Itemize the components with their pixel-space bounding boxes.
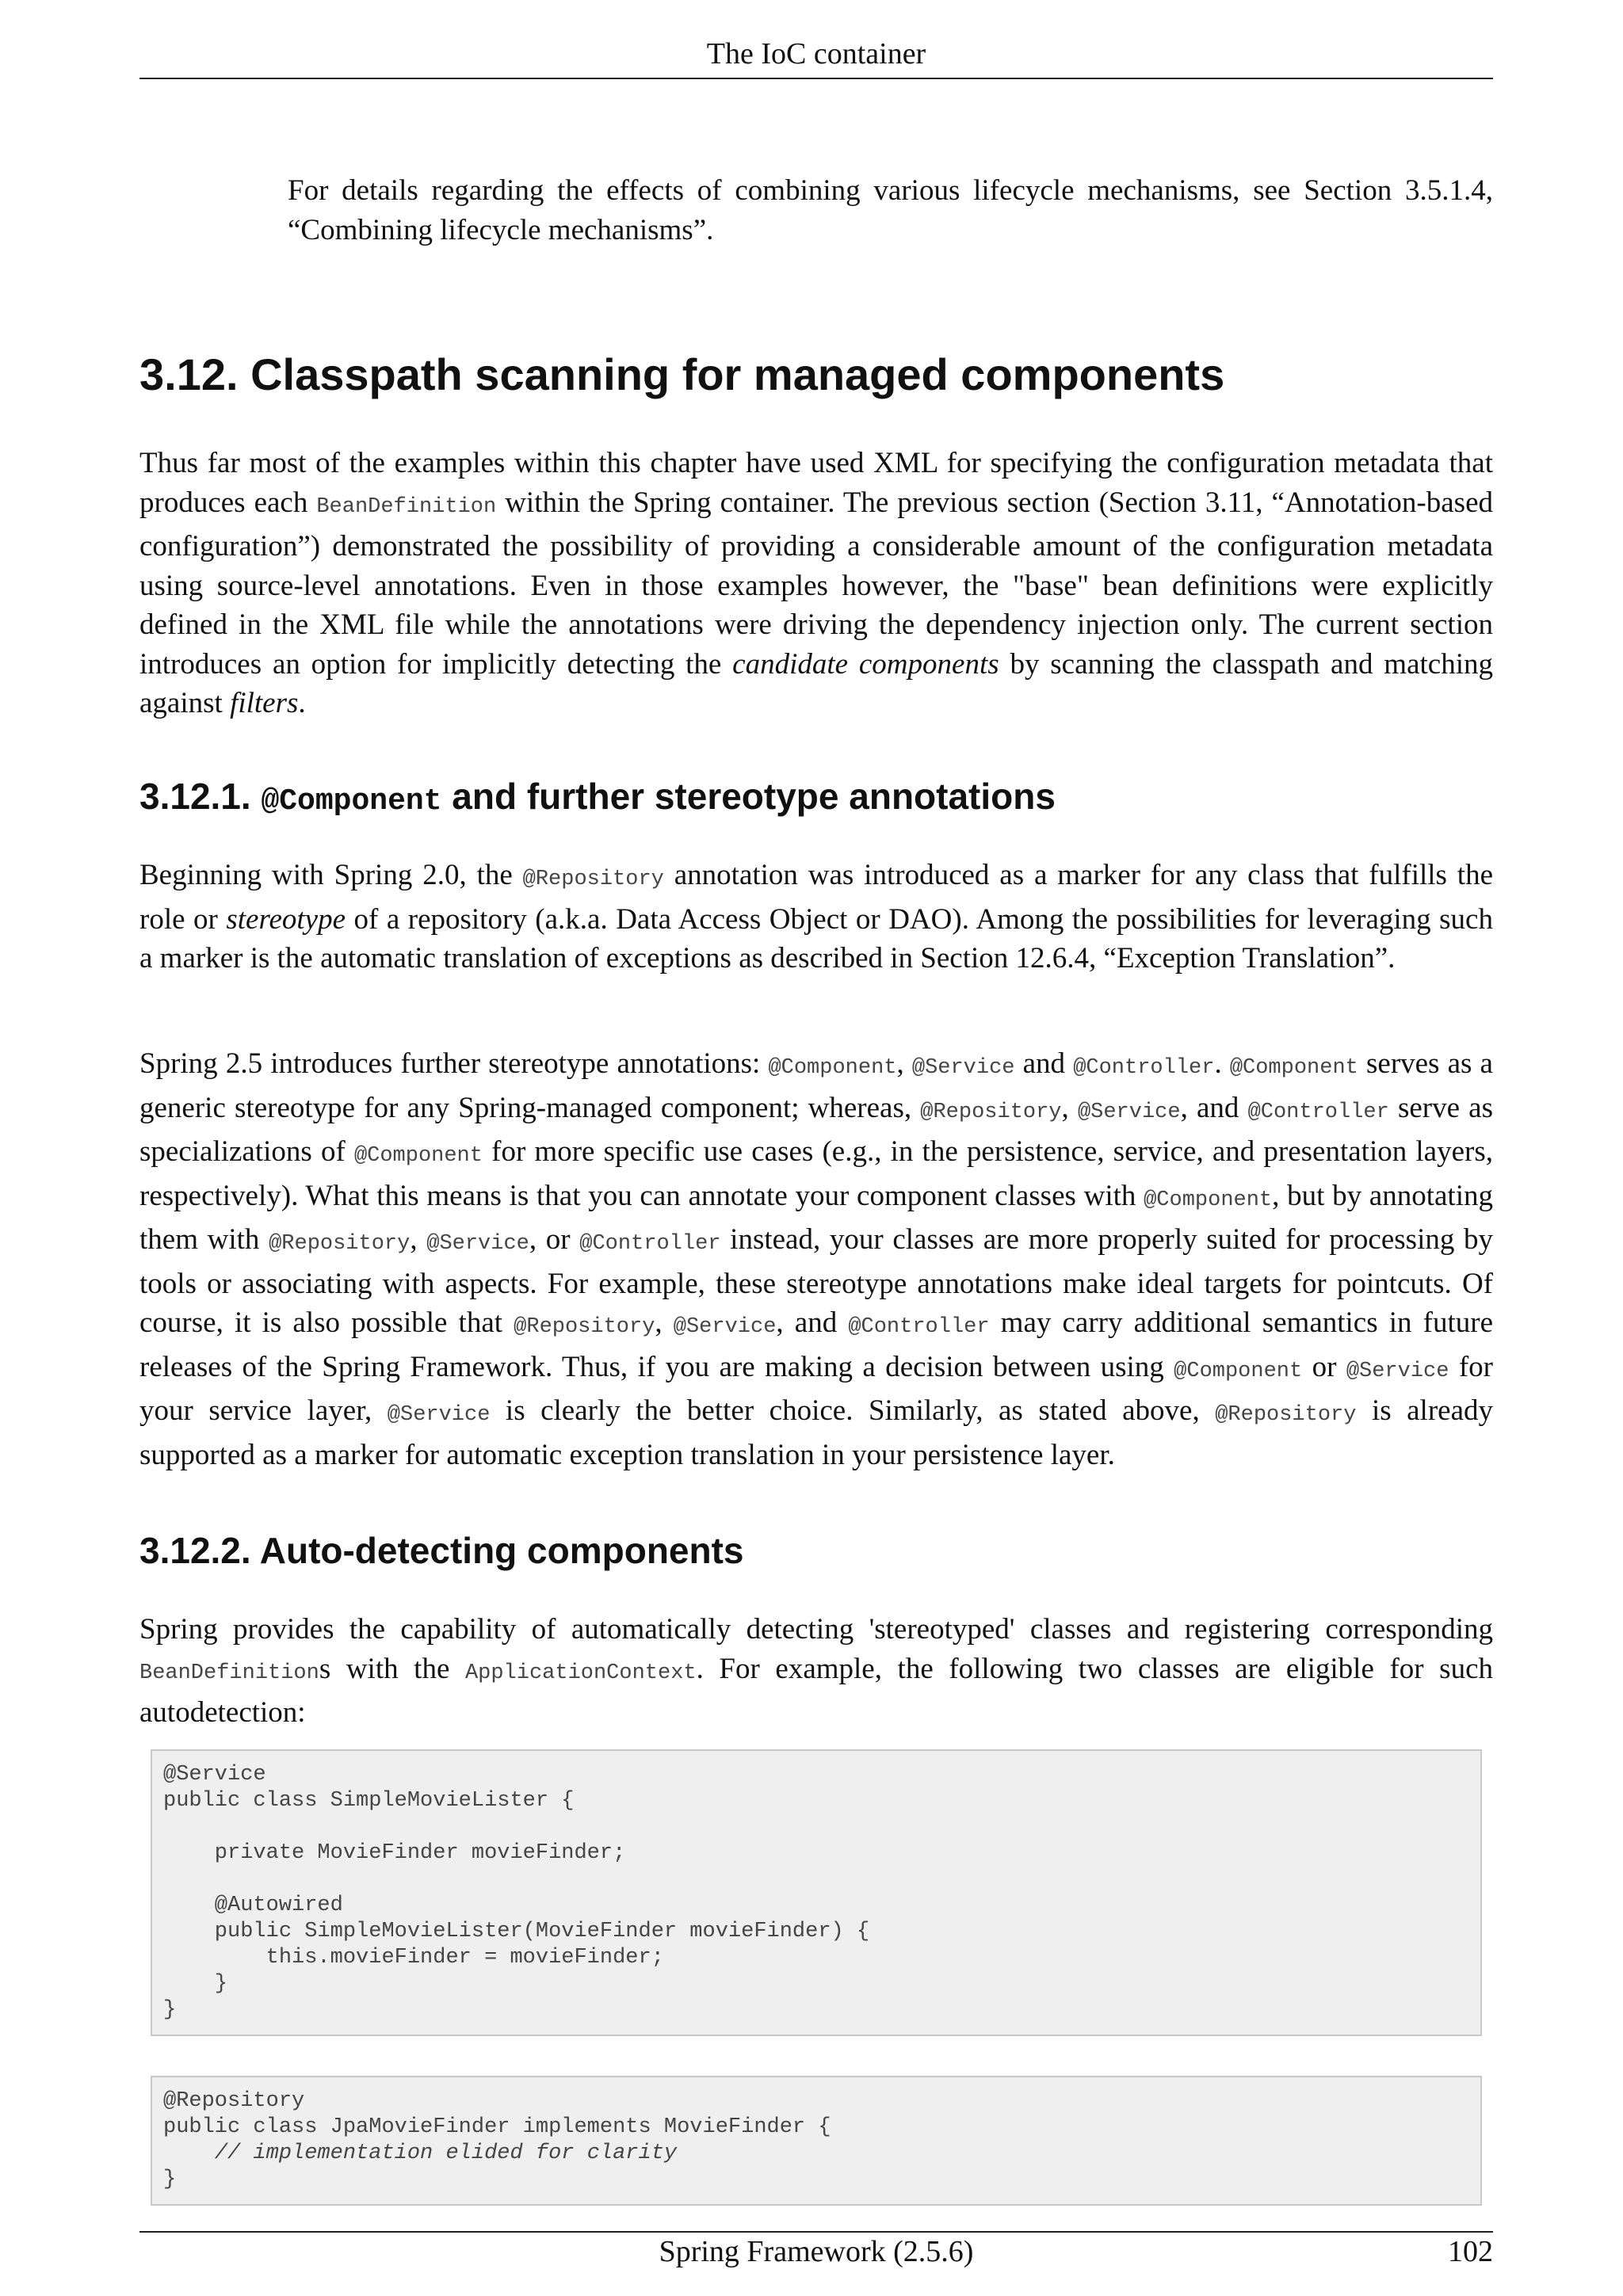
- section-intro-paragraph: Thus far most of the examples within this chapter have used XML for specifying the configuration metadata that produces each BeanDefinition within the Spring container. The previous section (Section 3.11, “Annotation-based configuration”) demonstrated the possibility of providing a considerable amount of the configuration metadata using source-level annotations. Even in those examples however, the "base" bean definitions were explicitly defined in the XML file while the annotations were driving the dependency injection only. The current section introduces an option for implicitly detecting the candidate components by scanning the classpath and matching against filters.: [139, 447, 1493, 719]
- note-paragraph: For details regarding the effects of combining various lifecycle mechanisms, see Section 3.5.1.4, “Combining lifecycle mechanisms”.: [288, 174, 1493, 246]
- emphasis: filters: [230, 687, 299, 719]
- code-listing: @Service public class SimpleMovieLister { private MovieFinder movieFinder; @Autowired public SimpleMovieLister(MovieFinder movieFinder) { this.movieFinder = movieFinder; } }: [163, 1763, 870, 2022]
- stereotype-paragraph: Spring 2.5 introduces further stereotype annotations: @Component, @Service and @Controller. @Component serves as a generic stereotype for any Spring-managed component; whereas, @Repository, @Service, and @Controller serve as specializations of @Component for more specific use cases (e.g., in the persistence, service, and presentation layers, respectively). What this means is that you can annotate your component classes with @Component, but by annotating them with @Repository, @Service, or @Controller instead, your classes are more properly suited for processing by tools or associating with aspects. For example, these stereotype annotations make ideal targets for pointcuts. Of course, it is also possible that @Repository, @Service, and @Controller may carry additional semantics in future releases of the Spring Framework. Thus, if you are making a decision between using @Component or @Service for your service layer, @Service is clearly the better choice. Similarly, as stated above, @Repository is already supported as a marker for automatic exception translation in your persistence layer.: [139, 1047, 1494, 1471]
- inline-code: @Component: [1174, 1359, 1303, 1383]
- inline-code: @Controller: [1073, 1056, 1215, 1080]
- code-block-jpa-movie-finder: [151, 2076, 1482, 2206]
- code-comment: // implementation elided for clarity: [214, 2142, 678, 2165]
- inline-code: @Controller: [1247, 1100, 1389, 1124]
- inline-code: @Service: [911, 1056, 1015, 1080]
- inline-code: @Service: [1346, 1359, 1449, 1383]
- header-rule: [139, 78, 1493, 79]
- inline-code: @Component: [353, 1144, 483, 1168]
- inline-code: ApplicationContext: [464, 1661, 697, 1685]
- inline-code: @Component: [1144, 1188, 1273, 1212]
- repository-paragraph: Beginning with Spring 2.0, the @Repository annotation was introduced as a marker for any class that fulfills the role or stereotype of a repository (a.k.a. Data Access Object or DAO). Among the possibilities for leveraging such a marker is the automatic translation of exceptions as described in Section 12.6.4, “Exception Translation”.: [139, 859, 1494, 974]
- emphasis: stereotype: [226, 902, 346, 936]
- subsection-heading-2: 3.12.2. Auto-detecting components: [139, 1530, 744, 1571]
- subsection-heading-1: 3.12.1. @Component and further stereotype annotations: [139, 776, 1056, 818]
- inline-code: @Repository: [269, 1232, 411, 1256]
- section-heading: 3.12. Classpath scanning for managed components: [139, 349, 1225, 399]
- inline-code: @Service: [426, 1232, 529, 1256]
- inline-code: @Component: [768, 1056, 897, 1080]
- inline-code: @Controller: [579, 1232, 721, 1256]
- heading-code: @Component: [261, 784, 442, 818]
- inline-code: @Service: [1077, 1100, 1181, 1124]
- inline-code: @Repository: [920, 1100, 1062, 1124]
- inline-code: @Repository: [522, 868, 664, 891]
- autodetect-paragraph: Spring provides the capability of automatically detecting 'stereotyped' classes and registering corresponding BeanDefinitions with the ApplicationContext. For example, the following two classes are eligible for such autodetection:: [139, 1613, 1493, 1729]
- footer-title: Spring Framework (2.5.6): [659, 2235, 974, 2268]
- inline-code: @Repository: [1215, 1403, 1357, 1427]
- emphasis: candidate components: [732, 647, 999, 681]
- inline-code: @Component: [1229, 1056, 1358, 1080]
- code-listing: @Repository public class JpaMovieFinder implements MovieFinder { // implementation elided for clarity }: [163, 2089, 831, 2191]
- inline-code: @Service: [673, 1315, 777, 1339]
- inline-code: @Repository: [514, 1315, 655, 1339]
- page-number: 102: [1448, 2235, 1493, 2268]
- inline-code: BeanDefinition: [316, 494, 497, 519]
- inline-code: @Service: [387, 1403, 491, 1427]
- footer-rule: [139, 2231, 1493, 2233]
- inline-code: BeanDefinition: [139, 1661, 319, 1685]
- inline-code: @Controller: [848, 1315, 990, 1339]
- code-block-simple-movie-lister: [151, 1749, 1482, 2036]
- running-header: The IoC container: [706, 37, 926, 71]
